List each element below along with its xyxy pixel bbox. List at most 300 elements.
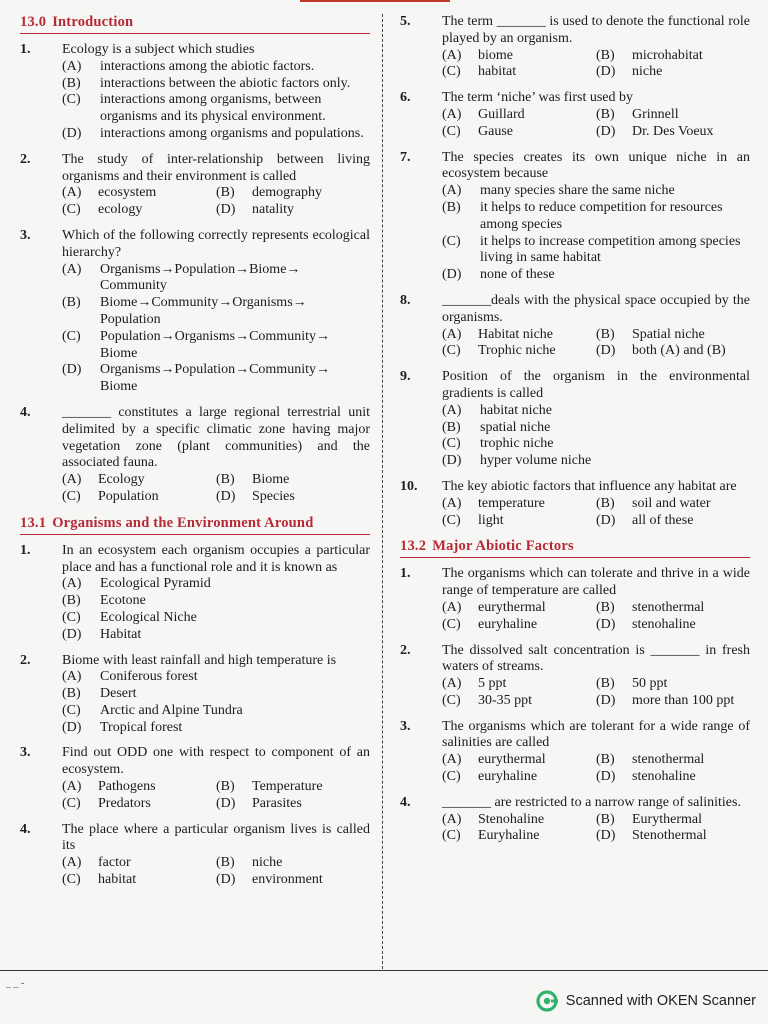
option-text: Euryhaline (478, 828, 540, 844)
option-letter: (C) (442, 436, 461, 452)
answer-option (62, 796, 216, 813)
question-number: 2. (20, 652, 31, 668)
question-item (20, 653, 370, 737)
question-stem: In an ecosystem each organism occupies a particular place and has a functional role and it is known as (62, 542, 370, 575)
answer-option (442, 513, 596, 530)
question-number: 1. (20, 542, 31, 558)
question-item (20, 405, 370, 506)
answer-option (596, 828, 750, 845)
question-body (62, 822, 370, 889)
option-text: demography (252, 185, 322, 201)
option-text: interactions among organisms, between organisms and its physical environment. (100, 92, 326, 125)
question-number: 1. (20, 42, 31, 57)
option-text: Ecological Pyramid (100, 576, 211, 592)
option-text: Population→Organisms→Community→ Biome (100, 328, 330, 361)
option-letter: (A) (442, 183, 462, 199)
question-body (442, 643, 750, 710)
scanner-watermark (536, 990, 756, 1012)
option-text: Organisms→Population→Biome→ Community (100, 261, 301, 294)
option-letter: (D) (216, 202, 236, 218)
question-body (62, 152, 370, 219)
question-stem: Position of the organism in the environmental gradients is called (442, 369, 750, 401)
option-text: ecosystem (98, 185, 157, 201)
option-text: Stenothermal (632, 828, 707, 844)
option-letter: (A) (62, 185, 82, 201)
option-text: 30-35 ppt (478, 692, 533, 708)
answer-option (216, 489, 370, 506)
answer-option (442, 267, 750, 284)
question-stem: _______ constitutes a large regional terrestrial unit delimited by a specific climatic zone having major vegetation zone (plant communities) and the associated fauna. (62, 404, 370, 471)
answer-option (216, 872, 370, 889)
option-list (62, 59, 370, 143)
answer-option (596, 769, 750, 786)
option-text: it helps to reduce competition for resources among species (480, 199, 723, 232)
option-list (442, 676, 750, 710)
option-letter: (A) (62, 669, 82, 685)
answer-option (596, 513, 750, 530)
option-letter: (B) (596, 599, 615, 615)
option-list (442, 327, 750, 361)
answer-option (442, 327, 596, 344)
answer-option (62, 92, 370, 126)
option-letter: (A) (442, 676, 462, 692)
answer-option (596, 812, 750, 829)
question-body (442, 14, 750, 81)
option-letter: (D) (596, 692, 616, 708)
option-letter: (B) (62, 686, 81, 702)
answer-option (62, 262, 370, 296)
answer-option (62, 295, 370, 329)
option-letter: (C) (442, 769, 461, 785)
top-accent-rule (300, 0, 450, 2)
option-text: many species share the same niche (480, 183, 675, 199)
option-list (442, 600, 750, 634)
question-stem: _______ are restricted to a narrow range of salinities. (442, 794, 741, 810)
option-letter: (A) (442, 599, 462, 615)
option-text: Dr. Des Voeux (632, 123, 714, 139)
option-letter: (B) (62, 295, 81, 311)
option-letter: (A) (442, 47, 462, 63)
option-letter: (A) (442, 106, 462, 122)
option-text: more than 100 ppt (632, 692, 735, 708)
option-list (442, 496, 750, 530)
question-number: 9. (400, 369, 411, 385)
scanner-logo-icon (536, 990, 558, 1012)
option-text: Arctic and Alpine Tundra (100, 702, 243, 718)
option-text: soil and water (632, 495, 711, 511)
question-item (400, 90, 750, 140)
option-letter: (C) (62, 702, 81, 718)
answer-option (442, 676, 596, 693)
option-letter: (D) (596, 616, 616, 632)
intro-question-list (20, 42, 370, 506)
answer-option (596, 752, 750, 769)
page-bottom-rule (0, 970, 768, 971)
option-letter: (B) (596, 811, 615, 827)
option-letter: (C) (62, 872, 81, 888)
left-column (20, 14, 370, 898)
answer-option (596, 617, 750, 634)
question-stem: The term _______ is used to denote the functional role played by an organism. (442, 14, 750, 46)
answer-option (442, 496, 596, 513)
option-text: natality (252, 202, 294, 218)
question-number: 3. (20, 745, 31, 761)
option-text: Ecotone (100, 593, 146, 609)
option-text: hyper volume niche (480, 453, 592, 469)
option-letter: (C) (442, 512, 461, 528)
question-body (442, 719, 750, 786)
answer-option (62, 126, 370, 143)
option-letter: (B) (596, 326, 615, 342)
option-text: microhabitat (632, 47, 703, 63)
answer-option (216, 472, 370, 489)
question-item (20, 228, 370, 396)
option-text: niche (252, 855, 283, 871)
option-text: light (478, 512, 504, 528)
option-list (442, 48, 750, 82)
answer-option (596, 64, 750, 81)
option-text: euryhaline (478, 616, 538, 632)
answer-option (442, 436, 750, 453)
option-letter: (D) (596, 343, 616, 359)
option-letter: (C) (62, 328, 81, 344)
question-number: 6. (400, 90, 411, 106)
option-letter: (C) (442, 123, 461, 139)
question-number: 8. (400, 292, 411, 308)
question-stem: The key abiotic factors that influence any habitat are (442, 478, 737, 494)
option-text: stenothermal (632, 599, 705, 615)
question-body (62, 745, 370, 812)
option-letter: (B) (596, 106, 615, 122)
answer-option (596, 496, 750, 513)
option-letter: (A) (62, 472, 82, 488)
option-text: habitat (478, 64, 517, 80)
question-body (442, 369, 750, 470)
question-number: 1. (400, 566, 411, 582)
answer-option (62, 720, 370, 737)
option-letter: (C) (442, 692, 461, 708)
option-text: euryhaline (478, 769, 538, 785)
question-item (20, 543, 370, 644)
question-item (20, 745, 370, 812)
question-number: 7. (400, 149, 411, 165)
answer-option (62, 185, 216, 202)
option-letter: (C) (62, 609, 81, 625)
option-letter: (C) (442, 828, 461, 844)
option-letter: (D) (216, 488, 236, 504)
option-letter: (B) (596, 752, 615, 768)
option-text: Predators (98, 795, 151, 811)
option-list (442, 752, 750, 786)
answer-option (216, 202, 370, 219)
section-heading-abiotic: 13.2 Major Abiotic Factors (400, 538, 750, 558)
answer-option (442, 453, 750, 470)
option-text: environment (252, 872, 323, 888)
answer-option (442, 403, 750, 420)
option-text: Trophic niche (478, 343, 556, 359)
option-text: spatial niche (480, 419, 551, 435)
option-letter: (C) (442, 616, 461, 632)
option-letter: (D) (62, 719, 82, 735)
option-text: interactions among organisms and populations. (100, 125, 364, 141)
option-list (442, 403, 750, 470)
option-text: Gause (478, 123, 513, 139)
option-letter: (C) (62, 92, 81, 108)
question-item (400, 369, 750, 470)
option-text: eurythermal (478, 599, 546, 615)
question-item (20, 822, 370, 889)
answer-option (62, 329, 370, 363)
option-letter: (A) (62, 855, 82, 871)
question-body (442, 795, 750, 845)
option-letter: (A) (62, 261, 82, 277)
option-letter: (D) (62, 362, 82, 378)
option-letter: (D) (442, 453, 462, 469)
option-letter: (D) (216, 795, 236, 811)
option-letter: (A) (442, 495, 462, 511)
answer-option (62, 593, 370, 610)
option-list (62, 576, 370, 643)
question-stem: Ecology is a subject which studies (62, 42, 255, 57)
answer-option (596, 124, 750, 141)
option-letter: (C) (62, 202, 81, 218)
answer-option (442, 64, 596, 81)
question-item (400, 795, 750, 845)
question-body (442, 90, 750, 140)
scanner-text: Scanned with OKEN Scanner (565, 993, 756, 1009)
option-text: Species (252, 488, 295, 504)
question-number: 10. (400, 478, 418, 494)
option-letter: (D) (442, 267, 462, 283)
column-divider (382, 14, 383, 969)
question-number: 4. (20, 821, 31, 837)
option-letter: (C) (442, 64, 461, 80)
option-text: Biome→Community→Organisms→ Population (100, 295, 307, 327)
option-text: 50 ppt (632, 676, 668, 692)
answer-option (442, 183, 750, 200)
option-list (62, 185, 370, 219)
option-letter: (D) (216, 872, 236, 888)
question-body (442, 150, 750, 284)
answer-option (62, 872, 216, 889)
option-text: Ecological Niche (100, 609, 197, 625)
option-text: Guillard (478, 106, 525, 122)
option-list (442, 812, 750, 846)
option-list (62, 855, 370, 889)
question-number: 5. (400, 14, 411, 29)
option-letter: (B) (216, 472, 235, 488)
option-text: temperature (478, 495, 545, 511)
option-letter: (B) (596, 495, 615, 511)
answer-option (596, 676, 750, 693)
option-letter: (B) (216, 855, 235, 871)
option-text: Ecology (98, 472, 145, 488)
question-stem: The organisms which can tolerate and thrive in a wide range of temperature are called (442, 566, 750, 599)
question-item (400, 14, 750, 81)
option-text: 5 ppt (478, 676, 507, 692)
answer-option (62, 703, 370, 720)
option-text: Habitat (100, 626, 142, 642)
question-number: 2. (20, 151, 31, 167)
option-letter: (C) (442, 233, 461, 249)
footer-dash: _ _ - (6, 978, 25, 989)
answer-option (596, 693, 750, 710)
question-stem: The dissolved salt concentration is _______ in fresh waters of streams. (442, 642, 750, 675)
question-item (400, 719, 750, 786)
option-text: ecology (98, 202, 143, 218)
question-body (62, 405, 370, 506)
option-text: none of these (480, 267, 555, 283)
option-list (62, 779, 370, 813)
question-item (400, 566, 750, 633)
option-text: Population (98, 488, 159, 504)
option-letter: (B) (62, 593, 81, 609)
option-list (62, 669, 370, 736)
option-letter: (D) (62, 626, 82, 642)
option-text: interactions between the abiotic factors only. (100, 75, 351, 91)
option-text: Coniferous forest (100, 669, 198, 685)
answer-option (442, 200, 750, 234)
option-text: Spatial niche (632, 326, 705, 342)
organism-question-list-right (400, 14, 750, 529)
answer-option (596, 343, 750, 360)
section-heading-introduction: 13.0 Introduction (20, 14, 370, 34)
answer-option (442, 124, 596, 141)
answer-option (442, 420, 750, 437)
question-stem: The organisms which are tolerant for a wide range of salinities are called (442, 718, 750, 751)
right-column (400, 14, 750, 854)
answer-option (442, 234, 750, 268)
option-text: it helps to increase competition among species living in same habitat (480, 233, 741, 266)
question-body (62, 228, 370, 396)
option-text: habitat niche (480, 402, 552, 418)
answer-option (216, 796, 370, 813)
option-letter: (A) (442, 326, 462, 342)
option-text: Biome (252, 472, 290, 488)
option-text: biome (478, 47, 513, 63)
question-stem: Find out ODD one with respect to component of an ecosystem. (62, 745, 370, 778)
answer-option (442, 812, 596, 829)
option-text: Grinnell (632, 106, 679, 122)
answer-option (62, 686, 370, 703)
option-letter: (D) (62, 125, 82, 141)
option-text: Desert (100, 686, 137, 702)
answer-option (216, 185, 370, 202)
question-stem: The study of inter-relationship between living organisms and their environment is called (62, 151, 370, 184)
answer-option (442, 617, 596, 634)
option-text: Organisms→Population→Community→ Biome (100, 362, 330, 395)
question-body (442, 479, 750, 529)
answer-option (62, 669, 370, 686)
question-stem: The term ‘niche’ was first used by (442, 90, 634, 106)
answer-option (442, 600, 596, 617)
answer-option (62, 610, 370, 627)
question-number: 2. (400, 642, 411, 658)
question-stem: The species creates its own unique niche in an ecosystem because (442, 149, 750, 182)
answer-option (62, 59, 370, 76)
answer-option (442, 693, 596, 710)
option-text: Eurythermal (632, 811, 702, 827)
option-letter: (A) (62, 58, 82, 74)
option-list (442, 183, 750, 284)
answer-option (62, 855, 216, 872)
option-letter: (B) (216, 779, 235, 795)
option-text: Habitat niche (478, 326, 554, 342)
answer-option (62, 576, 370, 593)
section-heading-organisms: 13.1 Organisms and the Environment Around (20, 515, 370, 535)
option-text: stenothermal (632, 752, 705, 768)
question-stem: Biome with least rainfall and high temperature is (62, 652, 337, 668)
answer-option (442, 48, 596, 65)
answer-option (596, 48, 750, 65)
option-letter: (A) (62, 576, 82, 592)
option-text: trophic niche (480, 436, 554, 452)
option-letter: (A) (442, 402, 462, 418)
option-letter: (D) (596, 769, 616, 785)
answer-option (62, 489, 216, 506)
answer-option (62, 779, 216, 796)
answer-option (442, 343, 596, 360)
answer-option (596, 107, 750, 124)
option-text: all of these (632, 512, 694, 528)
answer-option (62, 472, 216, 489)
option-letter: (A) (442, 811, 462, 827)
option-list (442, 107, 750, 141)
question-number: 4. (20, 404, 31, 420)
option-text: both (A) and (B) (632, 343, 726, 359)
option-text: stenohaline (632, 769, 696, 785)
organism-question-list-left (20, 543, 370, 889)
option-letter: (D) (596, 512, 616, 528)
option-text: stenohaline (632, 616, 696, 632)
question-stem: Which of the following correctly represents ecological hierarchy? (62, 227, 370, 260)
question-body (442, 566, 750, 633)
option-text: eurythermal (478, 752, 546, 768)
option-list (62, 262, 370, 396)
option-text: Temperature (252, 779, 323, 795)
answer-option (596, 600, 750, 617)
question-number: 4. (400, 794, 411, 810)
option-letter: (A) (62, 779, 82, 795)
option-letter: (B) (442, 419, 461, 435)
answer-option (442, 828, 596, 845)
option-letter: (D) (596, 828, 616, 844)
question-item (400, 479, 750, 529)
option-text: niche (632, 64, 663, 80)
option-letter: (C) (62, 488, 81, 504)
option-text: interactions among the abiotic factors. (100, 58, 315, 74)
option-letter: (B) (596, 47, 615, 63)
question-body (442, 293, 750, 360)
option-text: Parasites (252, 795, 302, 811)
question-body (62, 653, 370, 737)
option-text: Tropical forest (100, 719, 183, 735)
question-body (62, 42, 370, 143)
answer-option (216, 779, 370, 796)
option-letter: (B) (62, 75, 81, 91)
question-item (20, 152, 370, 219)
option-letter: (B) (596, 676, 615, 692)
option-letter: (A) (442, 752, 462, 768)
answer-option (442, 752, 596, 769)
question-item (400, 643, 750, 710)
option-letter: (D) (596, 123, 616, 139)
question-number: 3. (400, 718, 411, 734)
question-number: 3. (20, 227, 31, 243)
question-body (62, 543, 370, 644)
question-stem: The place where a particular organism lives is called its (62, 821, 370, 854)
abiotic-question-list (400, 566, 750, 845)
